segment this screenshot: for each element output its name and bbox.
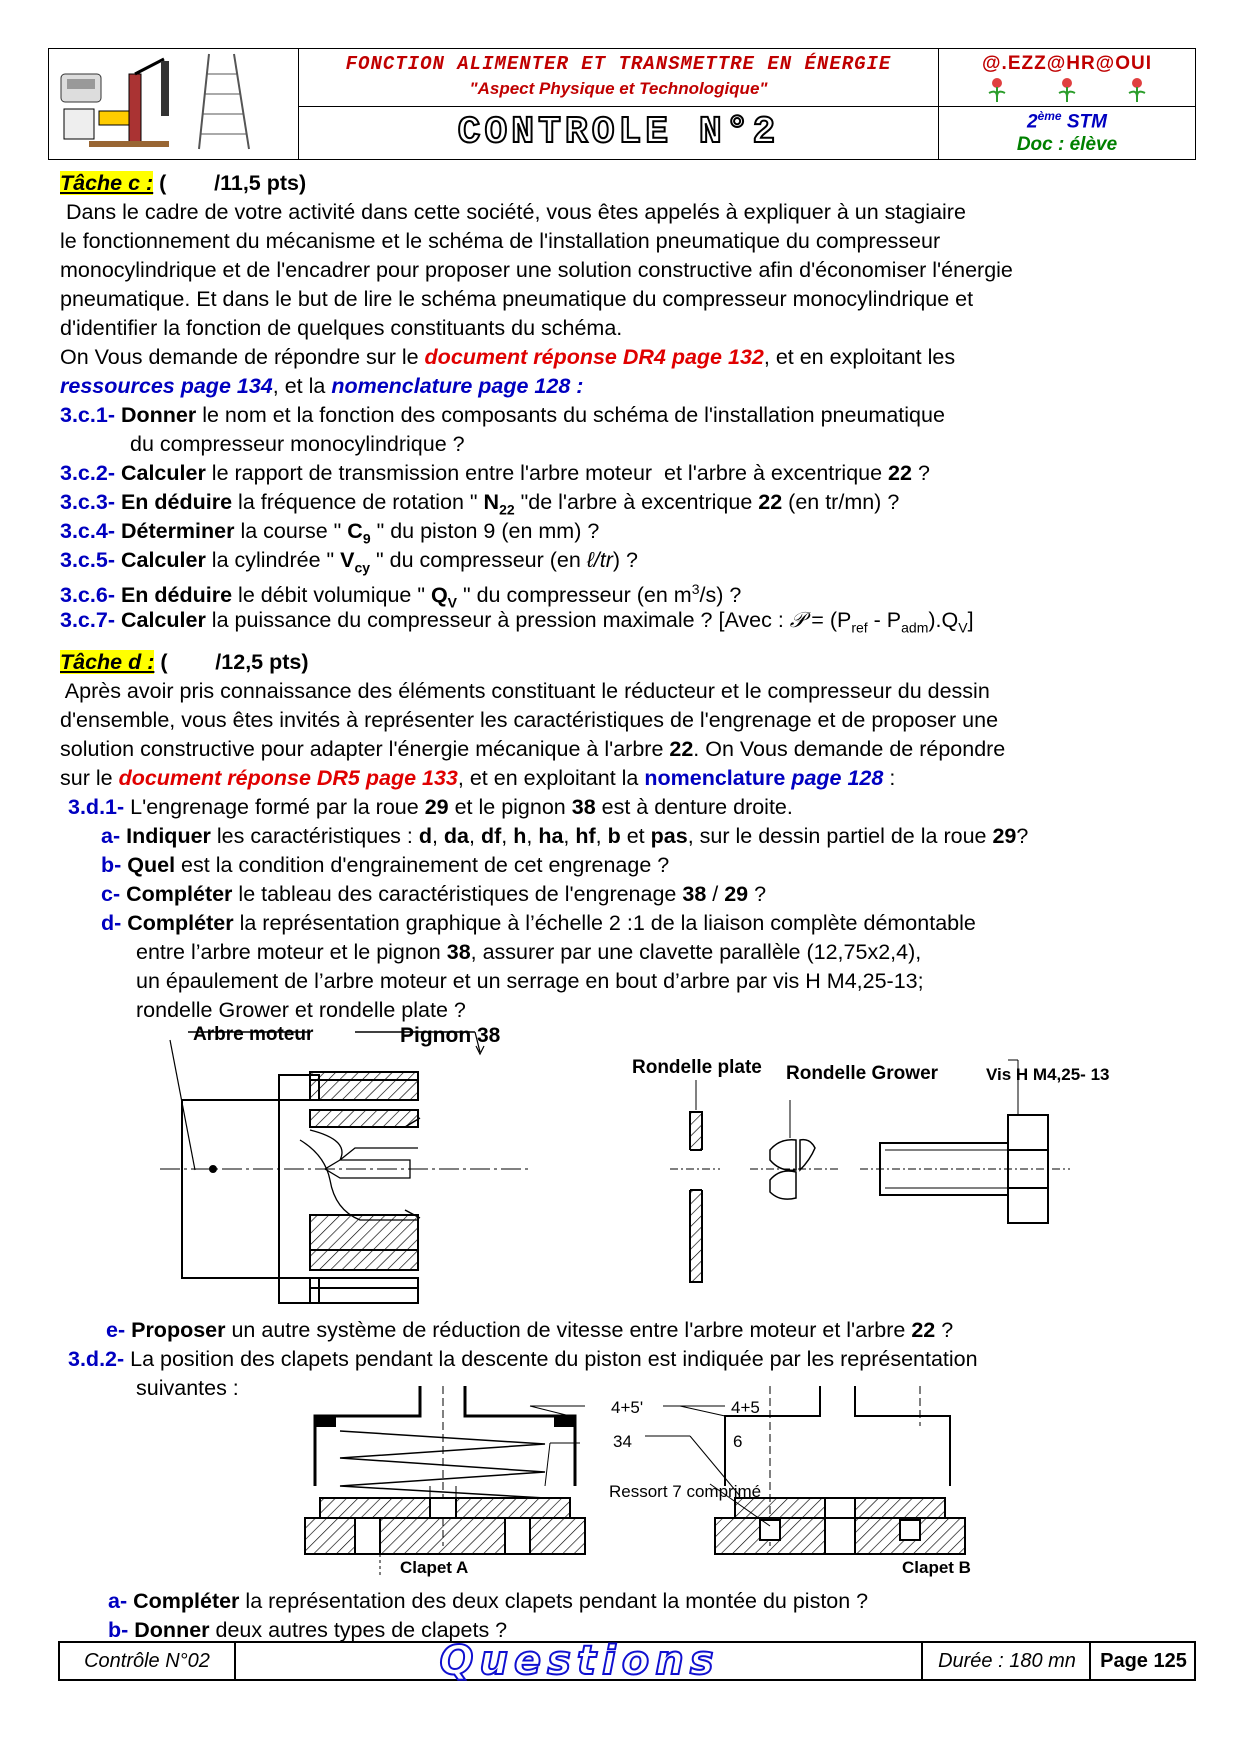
tache-c-intro-3: monocylindrique et de l'encadrer pour proposer une solution constructive afin d'économiser l'énergie	[60, 258, 1013, 282]
footer-control: Contrôle N°02	[60, 1643, 236, 1679]
author-name: @.EZZ@HR@OUI	[982, 53, 1152, 74]
question-3d1-b: b- Quel est la condition d'engrainement de cet engrenage ?	[101, 853, 670, 877]
question-3c1: 3.c.1- Donner le nom et la fonction des composants du schéma de l'installation pneumatique	[60, 403, 945, 427]
question-3d1-a: a- Indiquer les caractéristiques : d, da, df, h, ha, hf, b et pas, sur le dessin partiel de la roue 29?	[101, 824, 1029, 848]
label-4-5: 4+5	[731, 1398, 760, 1417]
logo-cell	[49, 49, 299, 159]
footer-page: Page 125	[1100, 1650, 1187, 1672]
function-title: FONCTION ALIMENTER ET TRANSMETTRE EN ÉNERGIE	[345, 53, 892, 75]
question-3d1: 3.d.1- L'engrenage formé par la roue 29 et le pignon 38 est à denture droite.	[68, 795, 793, 819]
tache-c-intro-2: le fonctionnement du mécanisme et le schéma de l'installation pneumatique du compresseur	[60, 229, 941, 253]
question-3d2-cont: suivantes :	[136, 1376, 239, 1400]
tache-d-heading: Tâche d : ( /12,5 pts)	[60, 650, 309, 674]
footer-duration: Durée : 180 mn	[925, 1643, 1091, 1679]
question-3c4: 3.c.4- Déterminer la course " $C_9$ " du piston 9 (en mm) ?	[60, 519, 600, 547]
tache-c-references: ressources page 134, et la nomenclature page 128 :	[60, 374, 584, 398]
label-4-5-prime: 4+5'	[611, 1398, 644, 1417]
tache-c-intro-5: d'identifier la fonction de quelques constituants du schéma.	[60, 316, 623, 340]
question-3d1-d-line4: rondelle Grower et rondelle plate ?	[136, 998, 466, 1022]
flower-icons	[979, 75, 1159, 103]
label-rondelle-grower: Rondelle Grower	[786, 1063, 939, 1084]
label-rondelle-plate: Rondelle plate	[632, 1057, 762, 1078]
label-ressort: Ressort 7 comprimé	[609, 1482, 762, 1501]
class-level: 2ème STM	[1027, 109, 1107, 133]
label-clapet-a: Clapet A	[400, 1558, 469, 1577]
question-3c3: 3.c.3- En déduire la fréquence de rotation " $N_{22}$ "de l'arbre à excentrique 22 (en tr/mn) ?	[60, 490, 900, 518]
tache-d-intro-2: d'ensemble, vous êtes invités à représenter les caractéristiques de l'engrenage et de proposer une	[60, 708, 999, 732]
footer-banner: Questions	[238, 1643, 923, 1679]
tache-d-intro-1: Après avoir pris connaissance des éléments constituant le réducteur et le compresseur du dessin	[60, 679, 990, 703]
tache-d-intro-4: sur le document réponse DR5 page 133, et en exploitant la nomenclature page 128 :	[60, 766, 896, 790]
tache-c-intro-1: Dans le cadre de votre activité dans cette société, vous êtes appelés à expliquer à un stagiaire	[60, 200, 966, 224]
label-vis: Vis H M4,25- 13	[986, 1065, 1110, 1084]
label-34: 34	[613, 1432, 632, 1451]
footer-bar	[58, 1638, 1196, 1684]
question-3d1-e: e- Proposer un autre système de réduction de vitesse entre l'arbre moteur et l'arbre 22 ?	[106, 1318, 954, 1342]
question-3c7: 3.c.7- Calculer la puissance du compresseur à pression maximale ? [Avec : 𝒫 = $(P_{ref} - P_{adm}).Q_V$]	[60, 608, 974, 636]
question-3c2: 3.c.2- Calculer le rapport de transmission entre l'arbre moteur et l'arbre à excentrique 22 ?	[60, 461, 930, 485]
control-title: CONTROLE N°2	[457, 111, 780, 154]
question-3c5: 3.c.5- Calculer la cylindrée " $V_{cy}$ " du compresseur (en ℓ/tr) ?	[60, 548, 638, 576]
question-3d1-c: c- Compléter le tableau des caractéristiques de l'engrenage 38 / 29 ?	[101, 882, 767, 906]
tache-d-intro-3: solution constructive pour adapter l'énergie mécanique à l'arbre 22. On Vous demande de répondre	[60, 737, 1006, 761]
header-box	[48, 48, 1196, 160]
doc-type: Doc : élève	[1016, 134, 1118, 155]
logo-illustration	[49, 49, 299, 159]
question-3d1-d: d- Compléter la représentation graphique à l’échelle 2 :1 de la liaison complète démontable	[101, 911, 976, 935]
question-3d2: 3.d.2- La position des clapets pendant la descente du piston est indiquée par les représentation	[68, 1347, 978, 1371]
question-3d2-a: a- Compléter la représentation des deux clapets pendant la montée du piston ?	[108, 1589, 869, 1613]
label-clapet-b: Clapet B	[902, 1558, 971, 1577]
question-3d1-d-line3: un épaulement de l’arbre moteur et un serrage en bout d’arbre par vis H M4,25-13;	[136, 969, 924, 993]
title-cell	[299, 49, 939, 159]
tache-c-instructions: On Vous demande de répondre sur le document réponse DR4 page 132, et en exploitant les	[60, 345, 956, 369]
function-subtitle: "Aspect Physique et Technologique"	[469, 79, 768, 98]
question-3c6: 3.c.6- En déduire le débit volumique " $Q_V$ " du compresseur (en $m^3/s$) ?	[60, 581, 742, 611]
question-3d1-d-line2: entre l’arbre moteur et le pignon 38, assurer par une clavette parallèle (12,75x2,4),	[136, 940, 922, 964]
label-6: 6	[733, 1432, 743, 1451]
tache-c-intro-4: pneumatique. Et dans le but de lire le schéma pneumatique du compresseur monocylindrique et	[60, 287, 974, 311]
label-arbre-moteur: Arbre moteur	[193, 1024, 314, 1045]
question-3c1-cont: du compresseur monocylindrique ?	[130, 432, 465, 456]
label-pignon: Pignon 38	[400, 1024, 501, 1047]
tache-c-heading: Tâche c : ( /11,5 pts)	[60, 171, 307, 195]
question-3d2-b: b- Donner deux autres types de clapets ?	[108, 1618, 508, 1642]
info-cell	[939, 49, 1195, 159]
